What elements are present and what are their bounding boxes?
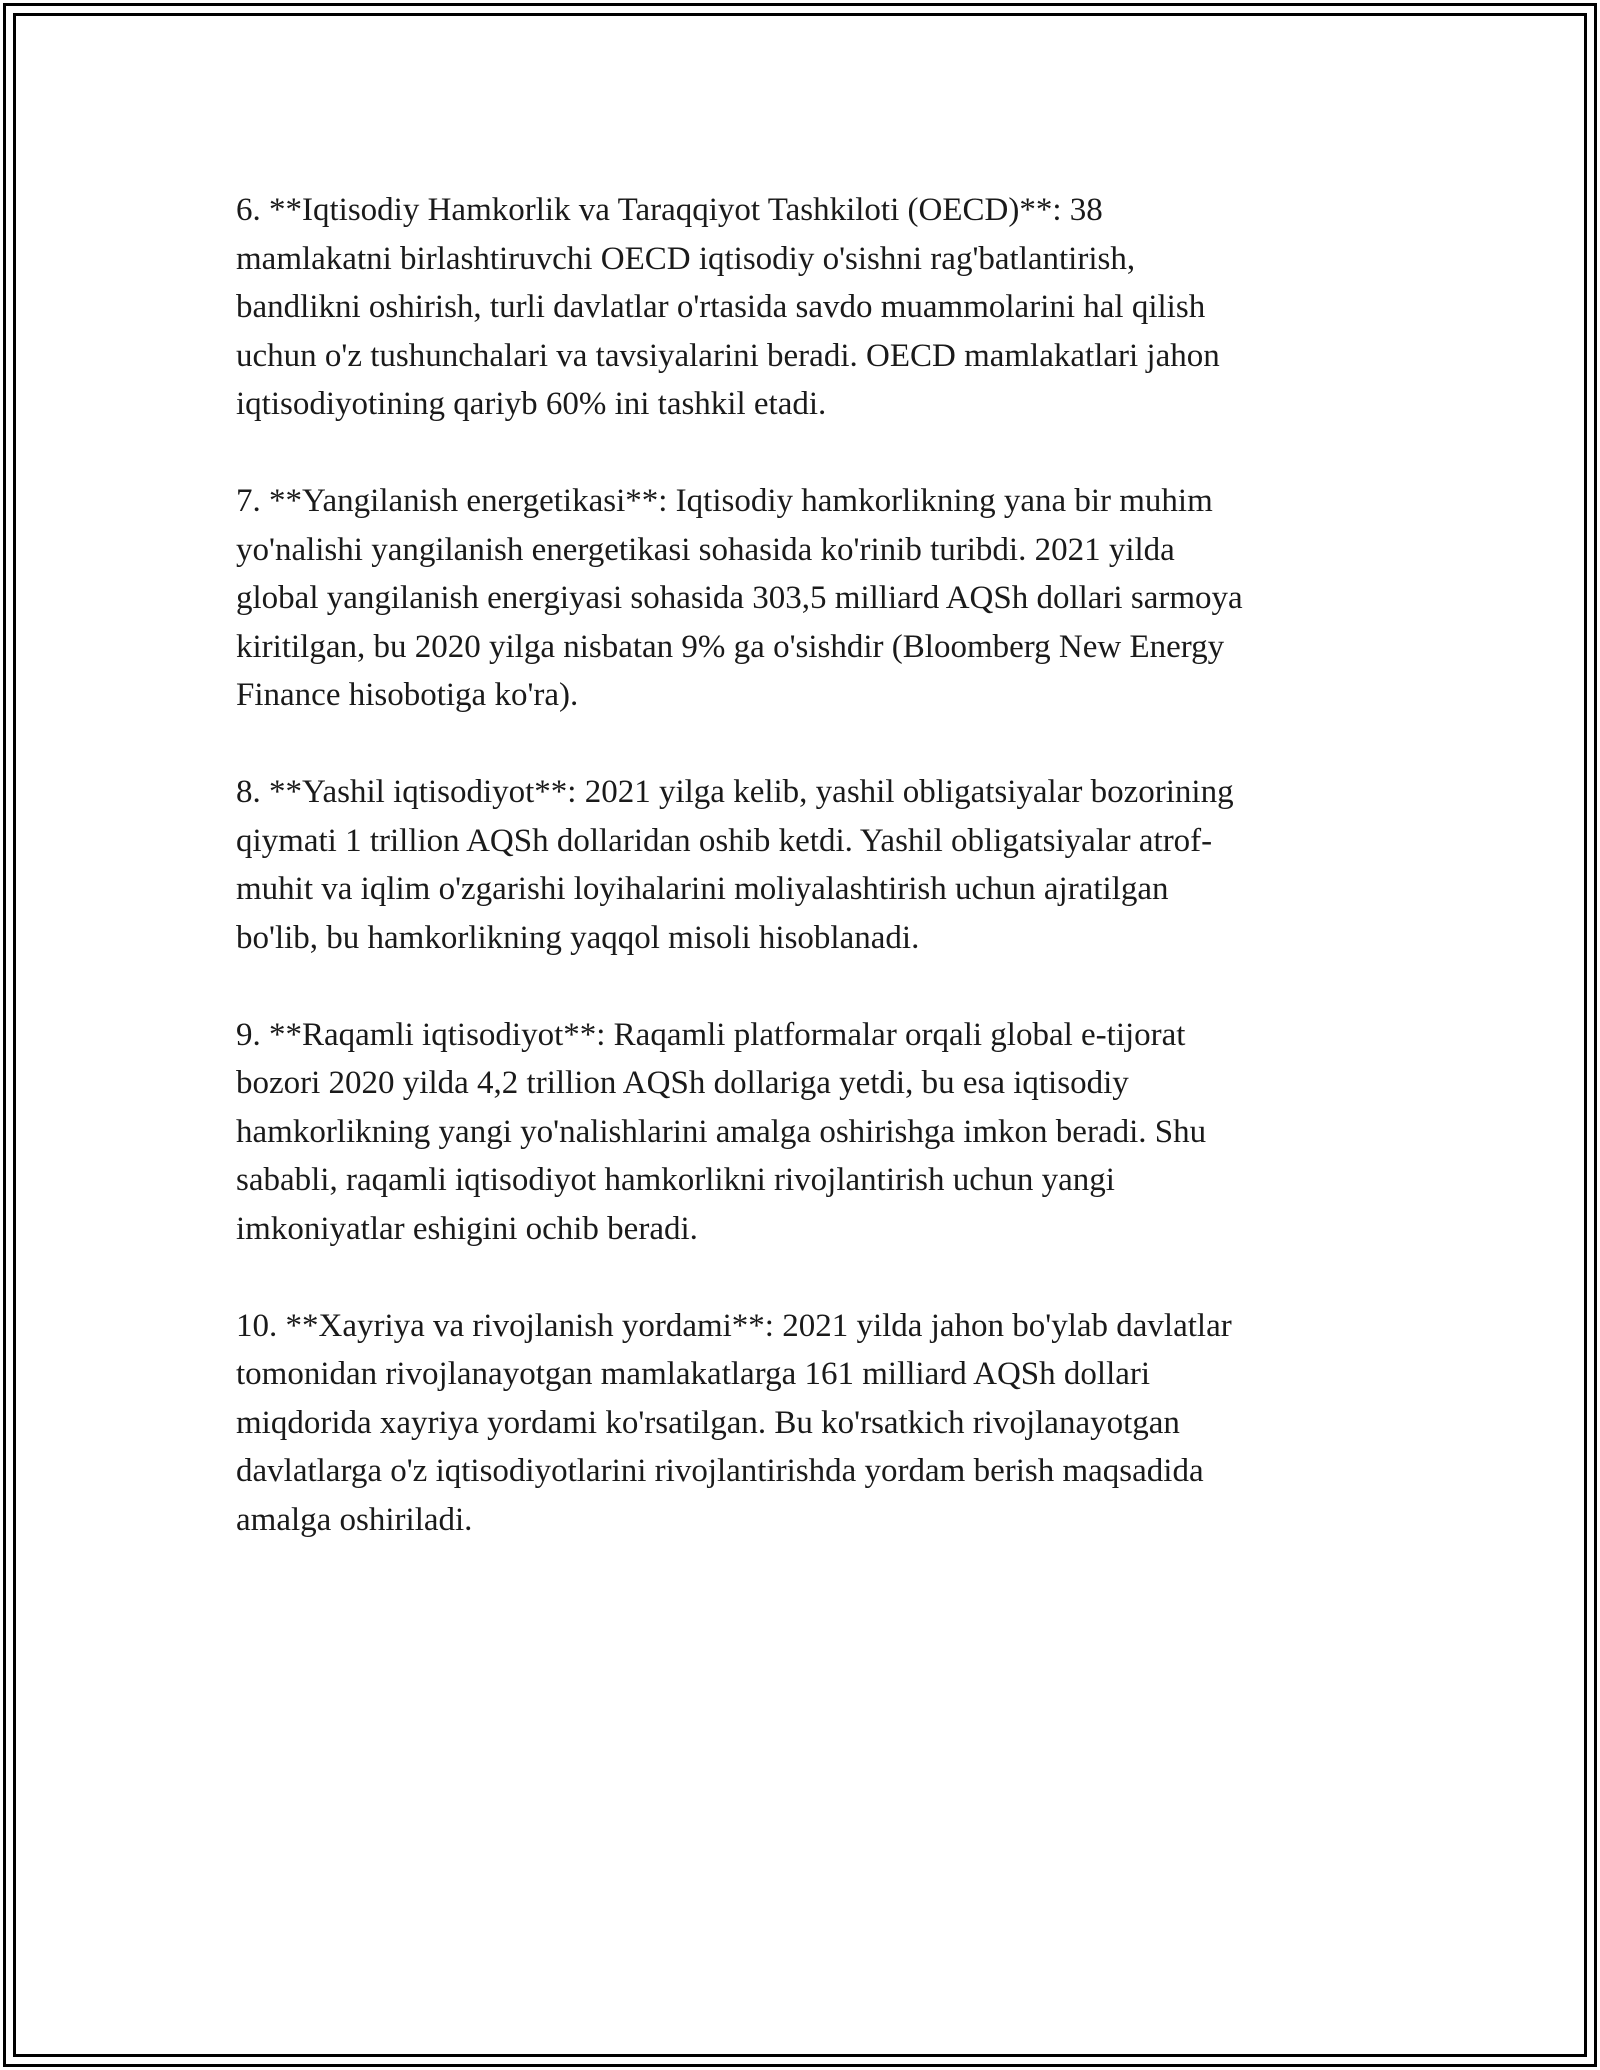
- text-line: miqdorida xayriya yordami ko'rsatilgan. Bu ko'rsatkich rivojlanayotgan: [236, 1404, 1180, 1441]
- text-line: global yangilanish energiyasi sohasida 303,5 milliard AQSh dollari sarmoya: [236, 580, 1243, 616]
- text-line: qiymati 1 trillion AQSh dollaridan oshib ketdi. Yashil obligatsiyalar atrof-: [236, 822, 1213, 859]
- text-line: amalga oshiriladi.: [236, 1501, 473, 1538]
- paragraph-digital-economy: [236, 1011, 1376, 1254]
- paragraph-oecd: [236, 186, 1376, 429]
- text-line: uchun o'z tushunchalari va tavsiyalarini beradi. OECD mamlakatlari jahon: [236, 337, 1220, 374]
- text-line: 9. **Raqamli iqtisodiyot**: Raqamli platformalar orqali global e-tijorat: [236, 1016, 1186, 1053]
- document-body: [236, 186, 1376, 1593]
- paragraph-green-economy: [236, 768, 1376, 962]
- text-line: bandlikni oshirish, turli davlatlar o'rtasida savdo muammolarini hal qilish: [236, 289, 1206, 325]
- paragraph-charity-aid: [236, 1302, 1376, 1545]
- text-line: sababli, raqamli iqtisodiyot hamkorlikni rivojlantirish uchun yangi: [236, 1162, 1115, 1198]
- text-line: kiritilgan, bu 2020 yilga nisbatan 9% ga o'sishdir (Bloomberg New Energy: [236, 628, 1225, 665]
- text-line: Finance hisobotiga ko'ra).: [236, 677, 579, 713]
- text-line: hamkorlikning yangi yo'nalishlarini amalga oshirishga imkon beradi. Shu: [236, 1113, 1207, 1150]
- text-line: 6. **Iqtisodiy Hamkorlik va Taraqqiyot Tashkiloti (OECD)**: 38: [236, 192, 1103, 228]
- text-line: mamlakatni birlashtiruvchi OECD iqtisodiy o'sishni rag'batlantirish,: [236, 240, 1136, 277]
- paragraph-renewable-energy: [236, 477, 1376, 720]
- text-line: yo'nalishi yangilanish energetikasi sohasida ko'rinib turibdi. 2021 yilda: [236, 531, 1175, 568]
- text-line: bo'lib, bu hamkorlikning yaqqol misoli hisoblanadi.: [236, 919, 920, 956]
- text-line: tomonidan rivojlanayotgan mamlakatlarga 161 milliard AQSh dollari: [236, 1356, 1151, 1392]
- text-line: iqtisodiyotining qariyb 60% ini tashkil etadi.: [236, 386, 827, 422]
- text-line: 7. **Yangilanish energetikasi**: Iqtisodiy hamkorlikning yana bir muhim: [236, 483, 1213, 519]
- text-line: 10. **Xayriya va rivojlanish yordami**: 2021 yilda jahon bo'ylab davlatlar: [236, 1307, 1232, 1344]
- text-line: 8. **Yashil iqtisodiyot**: 2021 yilga kelib, yashil obligatsiyalar bozorining: [236, 774, 1234, 810]
- text-line: davlatlarga o'z iqtisodiyotlarini rivojlantirishda yordam berish maqsadida: [236, 1453, 1204, 1489]
- text-line: bozori 2020 yilda 4,2 trillion AQSh dollariga yetdi, bu esa iqtisodiy: [236, 1065, 1129, 1101]
- text-line: muhit va iqlim o'zgarishi loyihalarini moliyalashtirish uchun ajratilgan: [236, 871, 1169, 907]
- text-line: imkoniyatlar eshigini ochib beradi.: [236, 1210, 698, 1247]
